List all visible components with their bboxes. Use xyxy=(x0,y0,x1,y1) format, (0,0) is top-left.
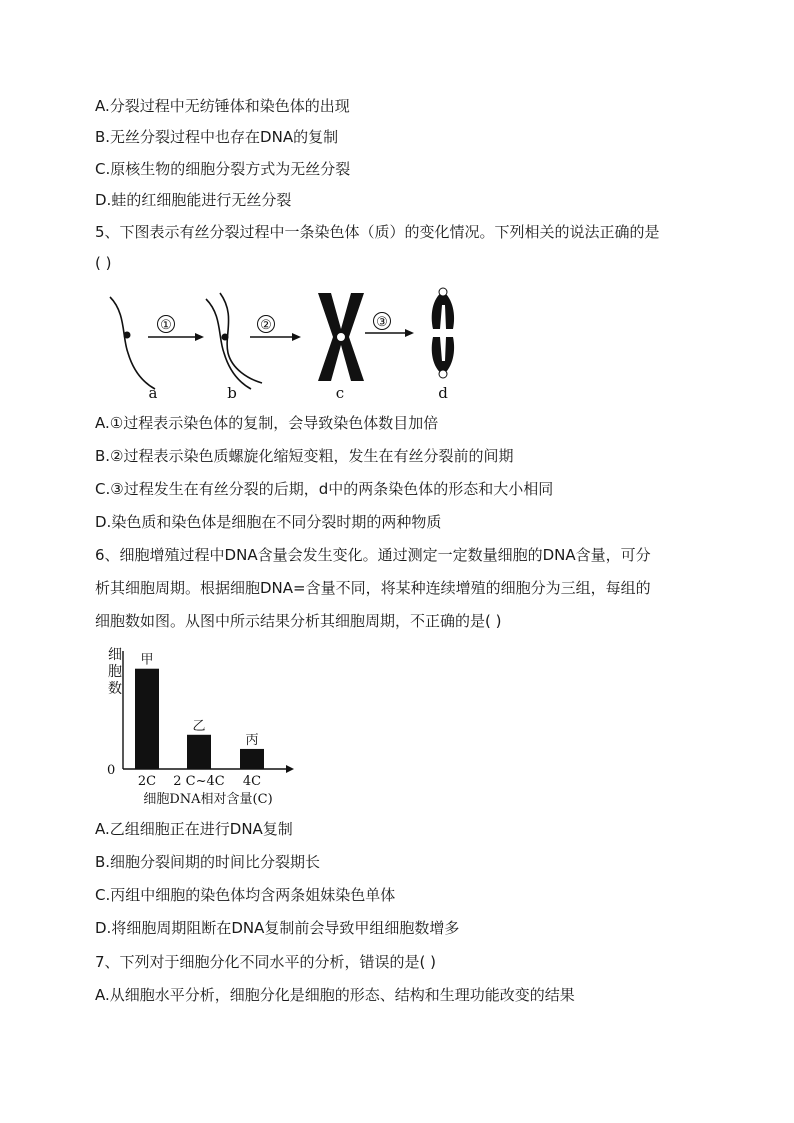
bar-2 xyxy=(240,749,264,769)
dna-content-bar-chart xyxy=(98,645,298,810)
x-tick-label-1: 2 C~4C xyxy=(173,774,225,789)
step-3-label: ③ xyxy=(376,315,388,330)
x-tick-label-2: 4C xyxy=(242,774,262,789)
q4-option-b: B.无丝分裂过程中也存在DNA的复制 xyxy=(95,128,339,146)
x-axis-label: 细胞DNA相对含量(C) xyxy=(143,792,273,807)
bar-1 xyxy=(187,735,211,769)
q5-stem-blank: ( ) xyxy=(95,254,112,272)
q5-option-a: A.①过程表示染色体的复制，会导致染色体数目加倍 xyxy=(95,414,439,432)
chromatin-a xyxy=(110,297,155,389)
stage-label-c: c xyxy=(335,384,345,400)
q4-option-d: D.蛙的红细胞能进行无丝分裂 xyxy=(95,191,292,209)
q5-option-d: D.染色质和染色体是细胞在不同分裂时期的两种物质 xyxy=(95,513,442,531)
stage-label-b: b xyxy=(227,384,237,400)
q5-option-c: C.③过程发生在有丝分裂的后期，d中的两条染色体的形态和大小相同 xyxy=(95,480,554,498)
bar-label-2: 丙 xyxy=(245,732,259,748)
step-2-label: ② xyxy=(260,318,272,333)
q4-option-a: A.分裂过程中无纺锤体和染色体的出现 xyxy=(95,97,350,115)
q6-option-a: A.乙组细胞正在进行DNA复制 xyxy=(95,820,293,838)
q6-stem-line1: 6、细胞增殖过程中DNA含量会发生变化。通过测定一定数量细胞的DNA含量，可分 xyxy=(95,546,651,564)
q6-stem-line3: 细胞数如图。从图中所示结果分析其细胞周期，不正确的是( ) xyxy=(95,612,502,630)
x-tick-label-0: 2C xyxy=(137,774,157,789)
q5-stem: 5、下图表示有丝分裂过程中一条染色体（质）的变化情况。下列相关的说法正确的是 xyxy=(95,223,660,241)
bar-label-1: 乙 xyxy=(192,718,206,734)
q6-option-d: D.将细胞周期阻断在DNA复制前会导致甲组细胞数增多 xyxy=(95,919,460,937)
q7-option-a: A.从细胞水平分析，细胞分化是细胞的形态、结构和生理功能改变的结果 xyxy=(95,986,575,1004)
centromere-c xyxy=(337,333,346,342)
centromere-a xyxy=(124,332,131,339)
centromere-b xyxy=(222,334,229,341)
step-1-label: ① xyxy=(160,318,172,333)
bar-0 xyxy=(135,669,159,769)
q4-option-c: C.原核生物的细胞分裂方式为无丝分裂 xyxy=(95,160,351,178)
q5-option-b: B.②过程表示染色质螺旋化缩短变粗，发生在有丝分裂前的间期 xyxy=(95,447,514,465)
stage-label-a: a xyxy=(148,384,158,400)
chromosome-d-bottom xyxy=(432,337,454,375)
chromosome-d-top xyxy=(432,291,454,329)
q6-option-c: C.丙组中细胞的染色体均含两条姐妹染色单体 xyxy=(95,886,396,904)
centromere-d-bottom xyxy=(439,370,447,378)
stage-label-d: d xyxy=(438,384,448,400)
q7-stem: 7、下列对于细胞分化不同水平的分析，错误的是( ) xyxy=(95,953,437,971)
centromere-d-top xyxy=(439,288,447,296)
chromosome-change-figure xyxy=(100,285,480,400)
y-axis-label: 细胞数 xyxy=(108,647,122,697)
bar-label-0: 甲 xyxy=(140,652,154,668)
q6-stem-line2: 析其细胞周期。根据细胞DNA=含量不同，将某种连续增殖的细胞分为三组，每组的 xyxy=(95,579,651,597)
q6-option-b: B.细胞分裂间期的时间比分裂期长 xyxy=(95,853,321,871)
origin-label: 0 xyxy=(107,763,116,778)
